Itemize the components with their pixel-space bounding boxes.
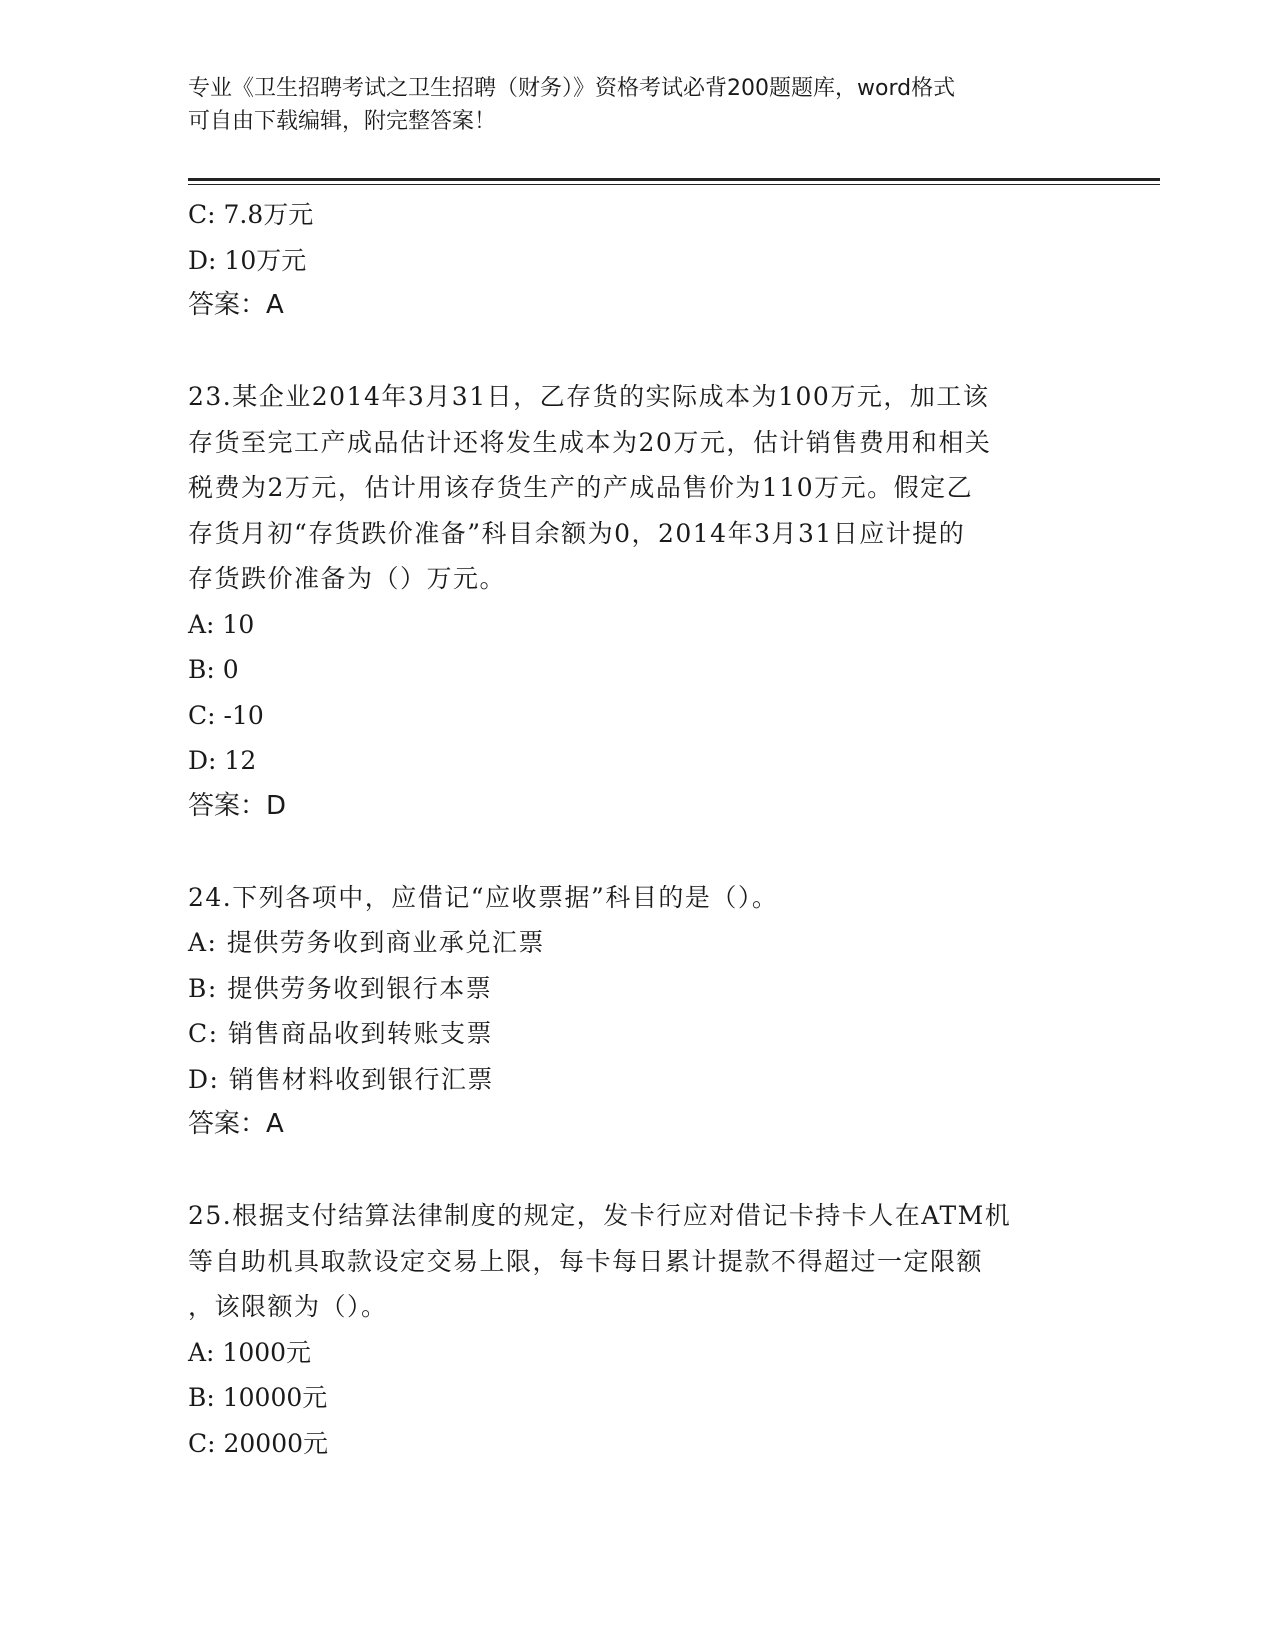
- q24-option-d: D: 销售材料收到银行汇票: [188, 1064, 494, 1094]
- q23-option-a: A: 10: [188, 609, 255, 639]
- header-line-2: 可自由下载编辑，附完整答案！: [188, 109, 497, 134]
- q23-stem-line-2: 存货至完工产成品估计还将发生成本为20万元，估计销售费用和相关: [188, 427, 992, 457]
- q23-answer: 答案：D: [188, 790, 287, 821]
- spacer: [188, 1148, 1088, 1194]
- q25-option-b: B: 10000元: [188, 1383, 328, 1412]
- spacer: [188, 829, 1088, 875]
- q23-stem-line-1: 23.某企业2014年3月31日，乙存货的实际成本为100万元，加工该: [188, 382, 990, 411]
- q24-answer: 答案：A: [188, 1109, 284, 1139]
- q25-stem-line-3: ，该限额为（）。: [188, 1292, 388, 1321]
- q23-stem-line-5: 存货跌价准备为（）万元。: [188, 564, 507, 593]
- q24-option-b: B: 提供劳务收到银行本票: [188, 973, 493, 1003]
- document-header: [188, 72, 1088, 138]
- q22-answer: 答案：A: [188, 290, 284, 320]
- header-rule-thin: [188, 184, 1160, 185]
- q23-option-c: C: -10: [188, 700, 264, 730]
- q23-option-d: D: 12: [188, 746, 257, 775]
- q25-option-a: A: 1000元: [188, 1337, 312, 1367]
- header-line-1: 专业《卫生招聘考试之卫生招聘（财务）》资格考试必背200题题库，word格式: [188, 76, 956, 101]
- q23-stem-line-4: 存货月初“存货跌价准备”科目余额为0，2014年3月31日应计提的: [188, 518, 966, 548]
- q23-option-b: B: 0: [188, 655, 239, 684]
- q22-option-c: C: 7.8万元: [188, 200, 314, 229]
- q22-option-d: D: 10万元: [188, 245, 307, 275]
- q25-option-c: C: 20000元: [188, 1428, 329, 1458]
- q23-stem-line-3: 税费为2万元，估计用该存货生产的产成品售价为110万元。假定乙: [188, 473, 974, 502]
- header-rule-thick: [188, 178, 1160, 181]
- q25-stem-line-2: 等自助机具取款设定交易上限，每卡每日累计提款不得超过一定限额: [188, 1246, 984, 1276]
- q25-stem-line-1: 25.根据支付结算法律制度的规定，发卡行应对借记卡持卡人在ATM机: [188, 1201, 1012, 1230]
- spacer: [188, 329, 1088, 375]
- q24-stem: 24.下列各项中，应借记“应收票据”科目的是（）。: [188, 882, 779, 912]
- question-list: [188, 192, 1088, 1466]
- q24-option-a: A: 提供劳务收到商业承兑汇票: [188, 928, 545, 957]
- q24-option-c: C: 销售商品收到转账支票: [188, 1019, 493, 1048]
